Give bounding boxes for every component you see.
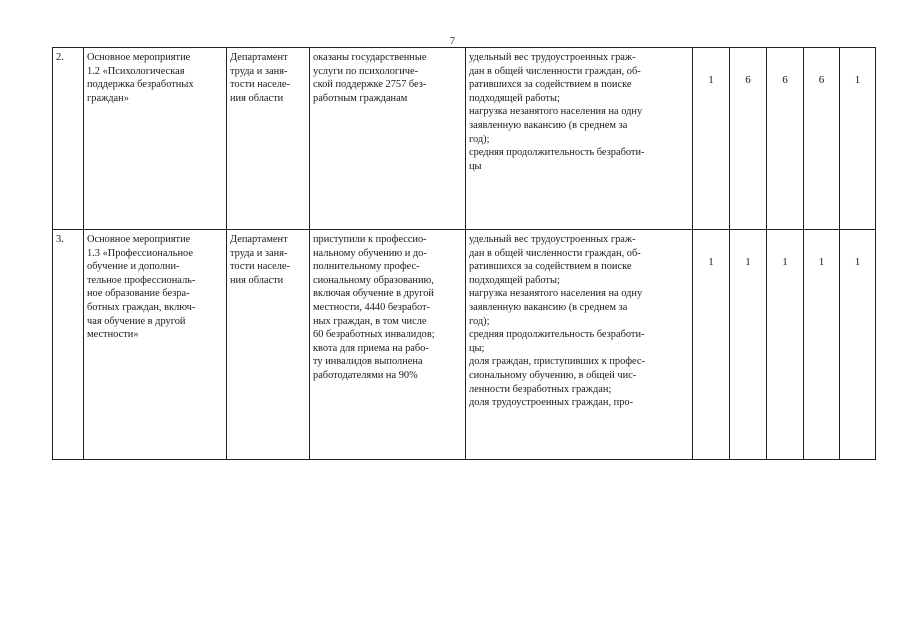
indicators-cell-line: доля граждан, приступивших к профес- [469,356,645,368]
indicators-cell-line: год); [469,133,490,145]
result-cell-line: квота для приема на рабо- [313,342,429,354]
result-cell-line: ту инвалидов выполнена [313,356,423,368]
activity-cell-line: тельное профессиональ- [87,274,196,286]
indicators-cell-line: удельный вес трудоустроенных граж- [469,52,636,63]
result-cell-line: местности, 4440 безработ- [313,301,431,313]
value-cell: 1 [693,48,730,230]
indicators-cell-line: дан в общей численности граждан, об- [469,247,641,259]
row-number: 2. [53,48,84,230]
executor-cell-line: ния области [230,92,284,104]
value-cell: 6 [730,48,767,230]
indicators-cell-line: дан в общей численности граждан, об- [469,65,641,77]
indicators-cell-line: нагрузка незанятого населения на одну [469,288,643,300]
indicators-cell-line: ратившихся за содействием в поиске [469,79,632,91]
result-cell-line: включая обучение в другой [313,288,434,300]
value-cell: 1 [804,230,840,460]
result-cell-line: ных граждан, в том числе [313,315,427,327]
result-cell-line: сиональному образованию, [313,274,434,286]
activity-cell-line: 1.2 «Психологическая [87,65,185,77]
indicators-cell-line: заявленную вакансию (в среднем за [469,119,628,131]
result-cell-line: работодателями на 90% [313,369,418,381]
activity-cell-line: граждан» [87,92,129,104]
activity-cell-line: Основное мероприятие [87,234,191,245]
indicators-cell-line: сиональному обучению, в общей чис- [469,369,637,381]
indicators-cell [466,48,693,230]
program-activities-table [52,47,876,460]
indicators-cell-line: нагрузка незанятого населения на одну [469,106,643,118]
result-cell-line: приступили к профессио- [313,234,427,245]
executor-cell-line: ния области [230,274,284,286]
activity-cell [84,48,227,230]
activity-cell-line: ботных граждан, включ- [87,301,196,313]
indicators-cell-line: средняя продолжительность безработи- [469,147,645,159]
value-cell: 6 [804,48,840,230]
indicators-cell-line: ленности безработных граждан; [469,383,612,395]
executor-cell-line: Департамент [230,52,288,63]
result-cell-line: оказаны государственные [313,52,427,63]
result-cell-line: нальному обучению и до- [313,247,427,259]
result-cell [310,48,466,230]
result-cell-line: ской поддержке 2757 без- [313,79,427,91]
indicators-cell-line: средняя продолжительность безработи- [469,329,645,341]
indicators-cell-line: удельный вес трудоустроенных граж- [469,234,636,245]
indicators-cell-line: доля трудоустроенных граждан, про- [469,397,634,409]
activity-cell-line: Основное мероприятие [87,52,191,63]
activity-cell-line: обучение и дополни- [87,261,180,273]
indicators-cell-line: подходящей работы; [469,274,560,286]
indicators-cell-line: год); [469,315,490,327]
activity-cell-line: 1.3 «Профессиональное [87,247,193,259]
executor-cell-line: тости населе- [230,261,290,273]
indicators-cell-line: ратившихся за содействием в поиске [469,261,632,273]
activity-cell-line: поддержка безработных [87,79,194,91]
activity-cell-line: чая обучение в другой [87,315,186,327]
executor-cell-line: тости населе- [230,79,290,91]
executor-cell-line: труда и заня- [230,65,288,77]
activity-cell-line: местности» [87,329,139,341]
table-row [53,230,876,460]
activity-cell-line: ное образование безра- [87,288,190,300]
indicators-cell-line: цы; [469,342,485,354]
value-cell: 1 [730,230,767,460]
indicators-cell-line: заявленную вакансию (в среднем за [469,301,628,313]
executor-cell-line: Департамент [230,234,288,245]
indicators-cell [466,230,693,460]
indicators-cell-line: подходящей работы; [469,92,560,104]
result-cell [310,230,466,460]
executor-cell [227,230,310,460]
value-cell: 1 [767,230,804,460]
result-cell-line: работным гражданам [313,92,408,104]
value-cell: 1 [840,48,876,230]
value-cell: 6 [767,48,804,230]
executor-cell [227,48,310,230]
result-cell-line: услуги по психологиче- [313,65,419,77]
value-cell: 1 [693,230,730,460]
activity-cell [84,230,227,460]
row-number: 3. [53,230,84,460]
page-number: 7 [450,36,455,47]
value-cell: 1 [840,230,876,460]
indicators-cell-line: цы [469,160,482,172]
result-cell-line: 60 безработных инвалидов; [313,329,435,341]
executor-cell-line: труда и заня- [230,247,288,259]
result-cell-line: полнительному профес- [313,261,420,273]
table-row [53,48,876,230]
